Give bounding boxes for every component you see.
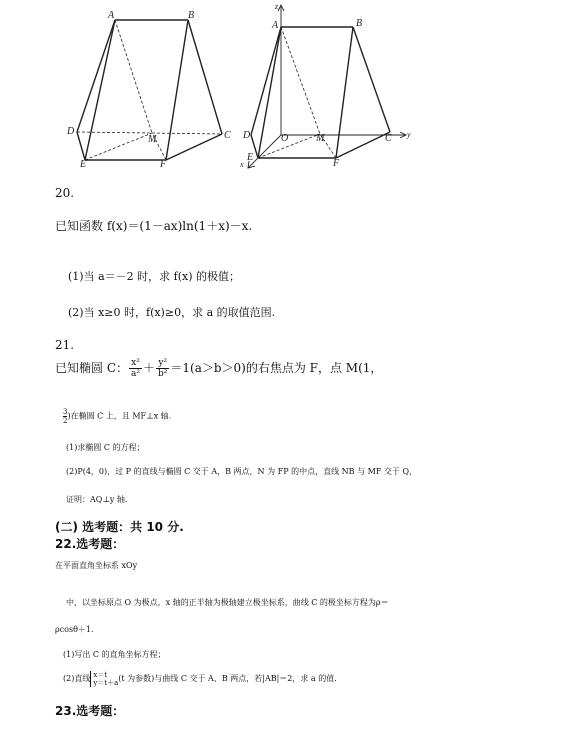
axis-label-x: x [240, 160, 244, 169]
q21-frac2-num: y² [156, 358, 169, 369]
edge-AM-dashed [115, 20, 152, 133]
q21-frac1-num: x² [129, 358, 142, 369]
edge-BF-right [336, 27, 353, 158]
q21-frac2-den: b² [158, 369, 168, 379]
edge-AE [85, 20, 115, 160]
edge-BC [188, 20, 222, 134]
q22-part2 [63, 671, 337, 687]
q22-part2-suffix: (t 为参数)与曲线 C 交于 A、B 两点，若|AB|＝2，求 a 的值. [118, 674, 337, 683]
axis-label-z: z [275, 2, 279, 11]
axis-label-y: y [407, 130, 411, 139]
label-B-right: B [356, 18, 363, 29]
edge-EM-dashed-right [258, 134, 320, 158]
label-D-right: D [243, 130, 251, 141]
q21-stem-suffix: ＝1(a＞b＞0)的右焦点为 F，点 M(1， [170, 361, 383, 375]
q21-fraction-y [156, 358, 169, 379]
q22-part2-prefix: (2)直线 [63, 674, 91, 683]
label-A-right: A [272, 20, 279, 31]
edge-BC-right [353, 27, 390, 132]
edge-AD-right [251, 27, 281, 135]
q22-eq1: x＝t [93, 671, 108, 679]
label-C-right: C [385, 133, 392, 144]
label-O-right: O [281, 133, 289, 144]
q21-stem-prefix: 已知椭圆 C： [55, 361, 128, 375]
left-prism-figure [60, 8, 250, 173]
label-F-left: F [160, 159, 167, 170]
q21-number: 21. [55, 338, 75, 352]
q22-line1: 在平面直角坐标系 xOy [55, 561, 138, 570]
q22-equation-system [90, 671, 118, 687]
q21-cont-text: )在椭圆 C 上，且 MF⊥x 轴. [67, 411, 172, 421]
q22-part1: (1)写出 C 的直角坐标方程； [63, 650, 166, 659]
q21-stem [55, 358, 382, 379]
q20-part1: (1)当 a＝－2 时，求 f(x) 的极值； [68, 270, 240, 283]
label-E-right: E [247, 152, 254, 163]
q21-fraction-x [129, 358, 142, 379]
edge-AM-dashed-right [281, 27, 320, 134]
edge-BF [166, 20, 188, 160]
q20-stem: 已知函数 f(x)＝(1－ax)ln(1＋x)－x. [55, 219, 253, 233]
q21-plus: ＋ [142, 361, 155, 375]
q20-number: 20. [55, 186, 75, 200]
edge-FC-right [336, 132, 390, 158]
q21-proof: 证明：AQ⊥y 轴. [66, 495, 128, 504]
label-M-right: M [316, 133, 325, 144]
label-E-left: E [80, 159, 87, 170]
q21-stem-continued [63, 408, 171, 425]
q22-eq2: y＝t＋a [93, 679, 119, 687]
label-B-left: B [188, 10, 195, 21]
q21-part2: (2)P(4，0)，过 P 的直线与椭圆 C 交于 A，B 两点，N 为 FP 的中点，直线 NB 与 MF 交于 Q， [66, 467, 418, 476]
q22-line3: ρcosθ＋1. [55, 625, 94, 634]
label-A-left: A [108, 10, 115, 21]
q21-part1: (1)求椭圆 C 的方程； [66, 443, 145, 452]
q21-cont-num: 3 [63, 408, 68, 416]
right-prism-figure [238, 0, 418, 175]
label-C-left: C [224, 130, 231, 141]
label-F-right: F [333, 158, 340, 169]
q22-heading: 22.选考题： [55, 537, 125, 551]
q20-part2: (2)当 x≥0 时，f(x)≥0，求 a 的取值范围. [68, 306, 276, 319]
q23-heading: 23.选考题： [55, 704, 125, 718]
section-elective-heading: (二) 选考题：共 10 分. [55, 520, 184, 534]
edge-EM-dashed [85, 133, 152, 160]
edge-FC [166, 134, 222, 160]
label-D-left: D [67, 126, 75, 137]
q21-cont-den: 2 [63, 417, 68, 425]
label-M-left: M [148, 134, 157, 145]
edge-AD [77, 20, 115, 132]
q22-line2: 中，以坐标原点 O 为极点，x 轴的正半轴为极轴建立极坐标系，曲线 C 的极坐标方程为ρ＝ [66, 598, 389, 607]
edge-DE [77, 132, 85, 160]
q21-frac1-den: a² [131, 369, 140, 379]
